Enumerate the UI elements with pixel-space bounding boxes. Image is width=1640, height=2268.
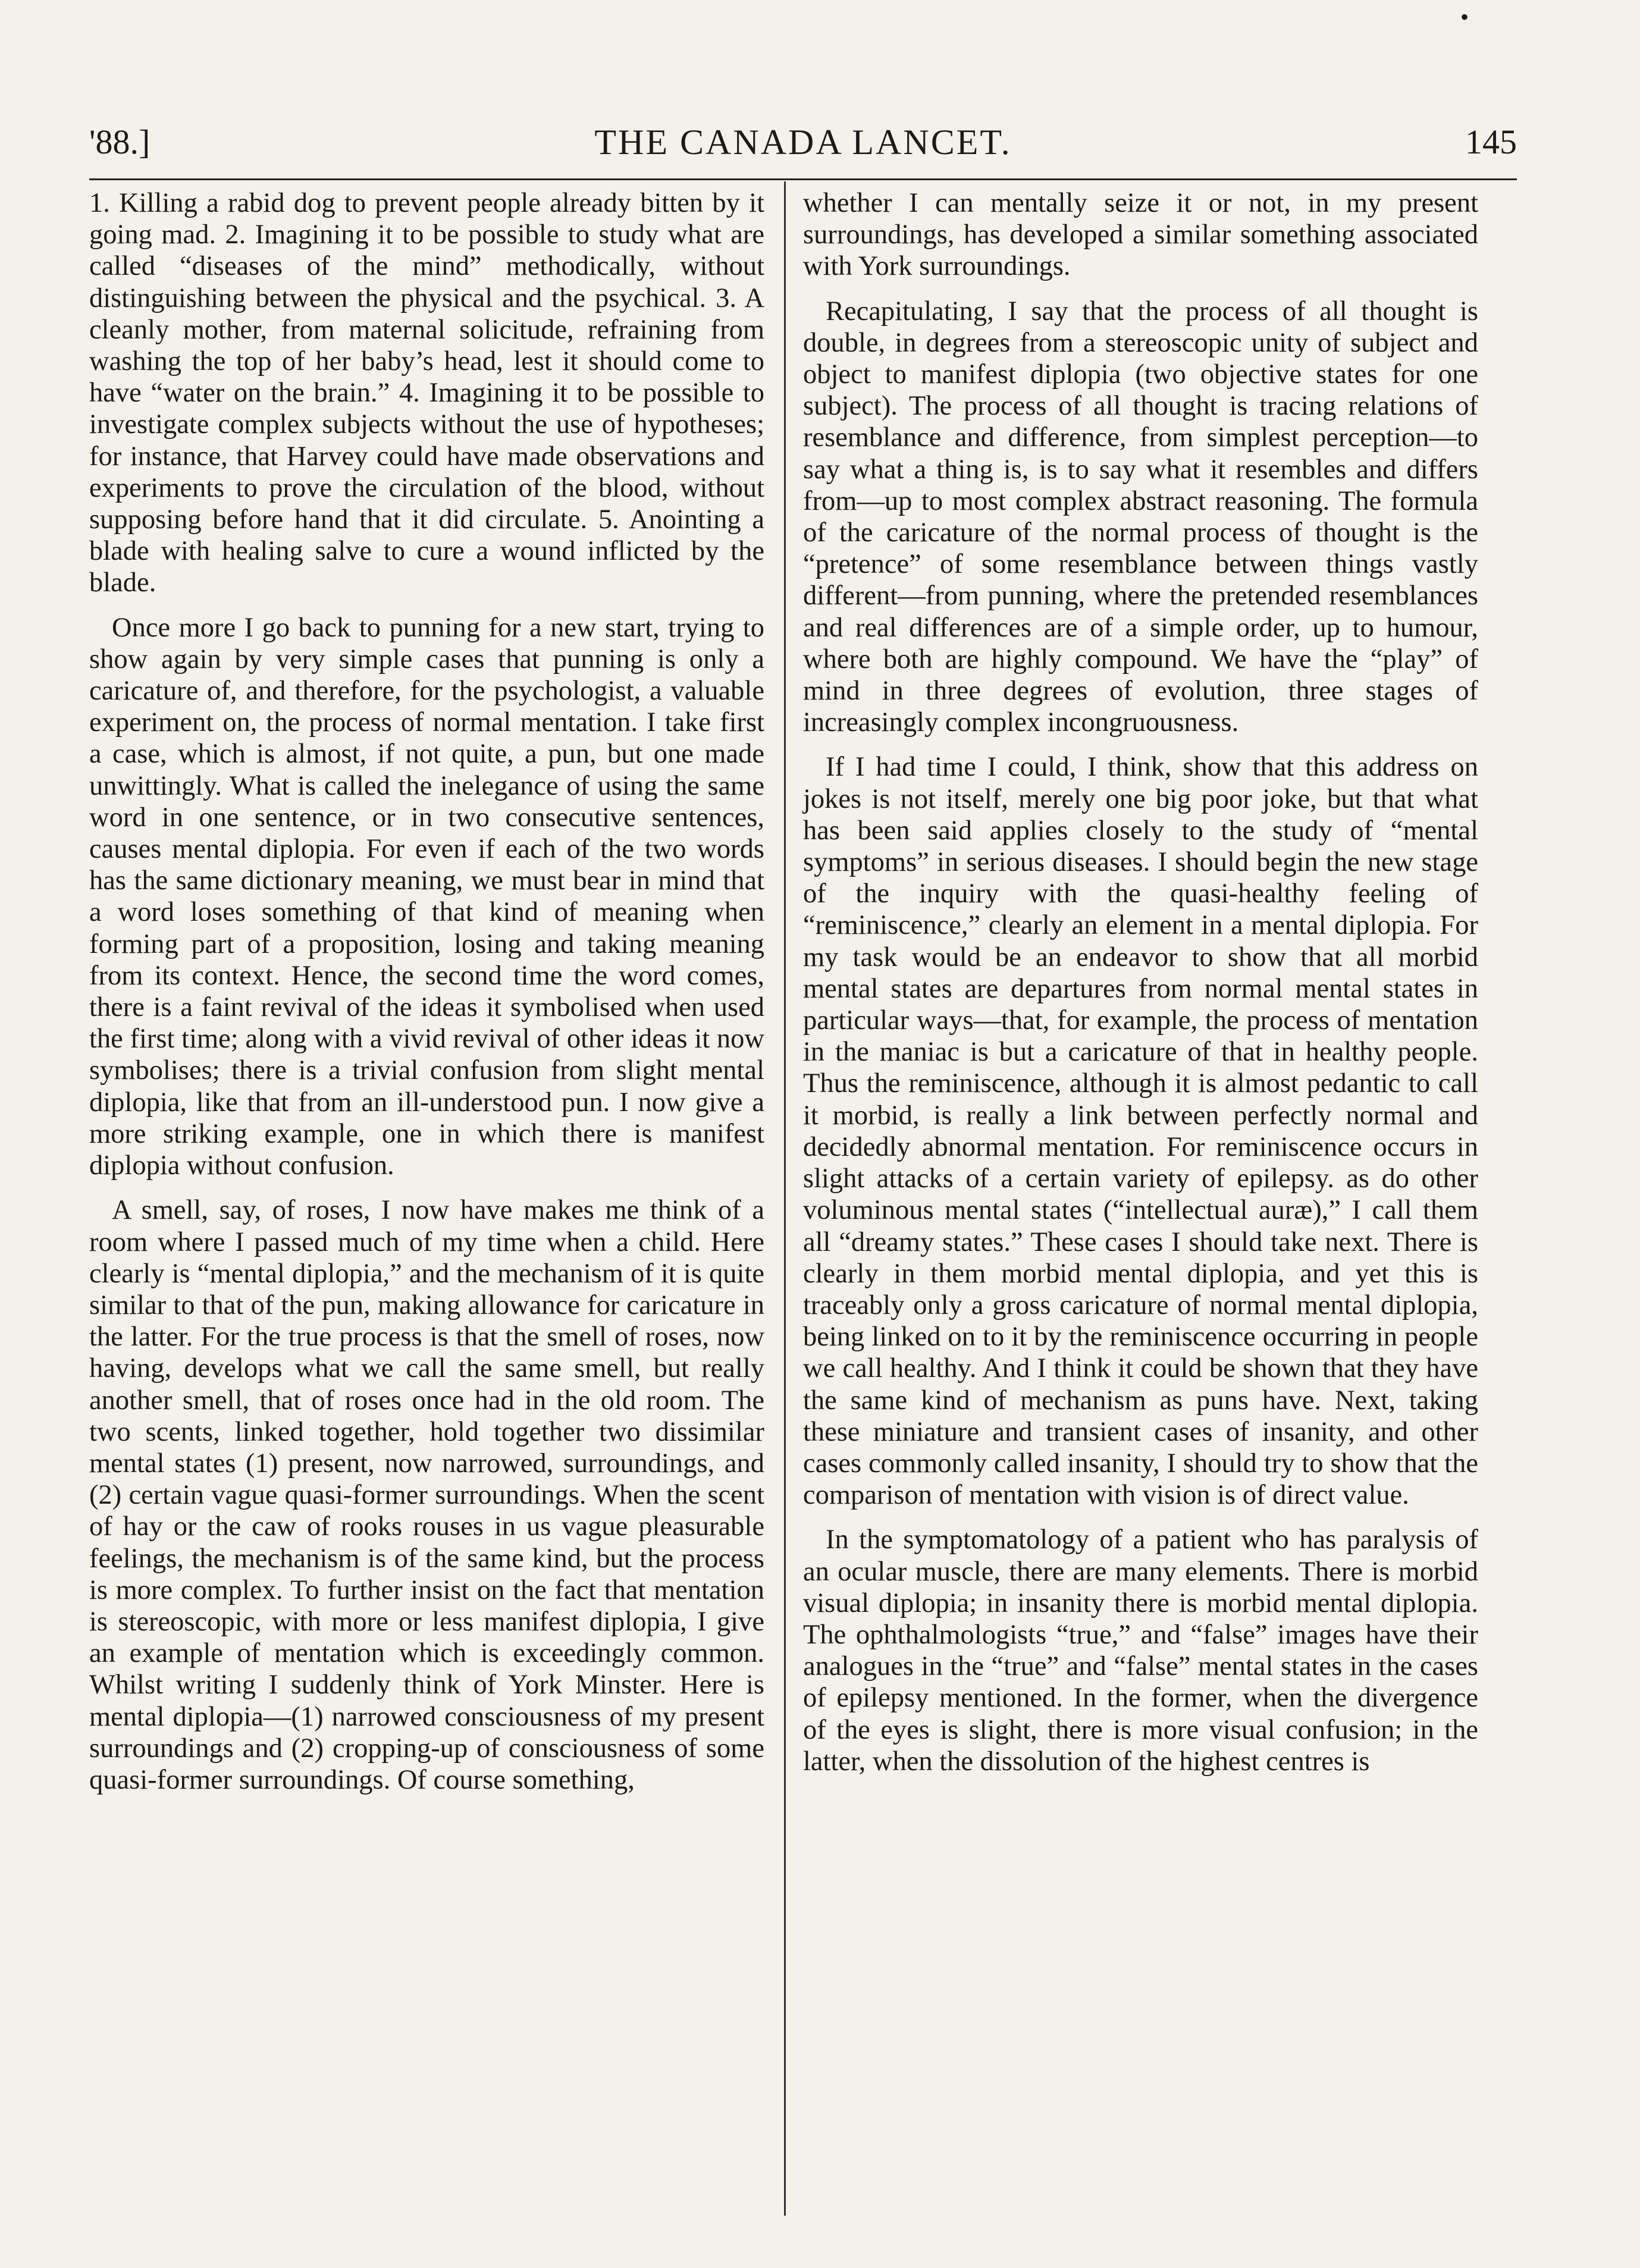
paragraph: whether I can mentally seize it or not, in my present surroundings, has developed a similar something associated with York surroundings.	[803, 188, 1478, 282]
header-rule	[89, 178, 1517, 180]
running-header	[89, 122, 1517, 170]
paragraph: In the symptomatology of a patient who has paralysis of an ocular muscle, there are many elements. There is morbid visual diplopia; in insanity there is morbid mental diplopia. The ophthalmologists “true,” and “false” images have their analogues in the “true” and “false” mental states in the cases of epilepsy mentioned. In the former, when the divergence of the eyes is slight, there is more visual confusion; in the latter, when the dissolution of the highest centres is	[803, 1524, 1478, 1777]
paragraph: Once more I go back to punning for a new start, trying to show again by very simple cases that punning is only a caricature of, and therefore, for the psychologist, a valuable experiment on, the process of normal mentation. I take first a case, which is almost, if not quite, a pun, but one made unwittingly. What is called the inelegance of using the same word in one sentence, or in two consecutive sentences, causes mental diplopia. For even if each of the two words has the same dictionary meaning, we must bear in mind that a word loses something of that kind of meaning when forming part of a proposition, losing and taking meaning from its context. Hence, the second time the word comes, there is a faint revival of the ideas it symbolised when used the first time; along with a vivid revival of other ideas it now symbolises; there is a trivial confusion from slight mental diplopia, like that from an ill-understood pun. I now give a more striking example, one in which there is manifest diplopia without confusion.	[89, 612, 764, 1181]
header-page-number: 145	[1465, 123, 1517, 161]
header-volume-year: '88.]	[89, 123, 150, 161]
column-divider	[784, 181, 786, 2216]
page-mark: •	[1460, 4, 1469, 30]
header-journal-title: THE CANADA LANCET.	[594, 123, 1012, 162]
paragraph: Recapitulating, I say that the process of all thought is double, in degrees from a stereoscopic unity of subject and object to manifest diplopia (two objective states for one subject). The process of all thought is tracing relations of resemblance and difference, from simplest perception—to say what a thing is, is to say what it resembles and differs from—up to most complex abstract reasoning. The formula of the caricature of the normal process of thought is the “pretence” of some resemblance between things vastly different—from punning, where the pretended resemblances and real differences are of a simple order, up to humour, where both are highly compound. We have the “play” of mind in three degrees of evolution, three stages of increasingly complex incongruousness.	[803, 296, 1478, 738]
paragraph: 1. Killing a rabid dog to prevent people already bitten by it going mad. 2. Imagining it to be possible to study what are called “diseases of the mind” methodically, without distinguishing between the physical and the psychical. 3. A cleanly mother, from maternal solicitude, refraining from washing the top of her baby’s head, lest it should come to have “water on the brain.” 4. Imagining it to be possible to investigate complex subjects without the use of hypotheses; for instance, that Harvey could have made observations and experiments to prove the circulation of the blood, without supposing before hand that it did circulate. 5. Anointing a blade with healing salve to cure a wound inflicted by the blade.	[89, 188, 764, 598]
left-column	[89, 187, 764, 1809]
paragraph: A smell, say, of roses, I now have makes me think of a room where I passed much of my time when a child. Here clearly is “mental diplopia,” and the mechanism of it is quite similar to that of the pun, making allowance for caricature in the latter. For the true process is that the smell of roses, now having, develops what we call the same smell, but really another smell, that of roses once had in the old room. The two scents, linked together, hold together two dissimilar mental states (1) present, now narrowed, surroundings, and (2) certain vague quasi-former surroundings. When the scent of hay or the caw of rooks rouses in us vague pleasurable feelings, the mechanism is of the same kind, but the process is more complex. To further insist on the fact that mentation is stereoscopic, with more or less manifest diplopia, I give an example of mentation which is exceedingly common. Whilst writing I suddenly think of York Minster. Here is mental diplopia—(1) narrowed consciousness of my present surroundings and (2) cropping-up of consciousness of some quasi-former surroundings. Of course something,	[89, 1195, 764, 1795]
right-column	[803, 187, 1478, 1790]
paragraph: If I had time I could, I think, show that this address on jokes is not itself, merely one big poor joke, but that what has been said applies closely to the study of “mental symptoms” in serious diseases. I should begin the new stage of the inquiry with the quasi-healthy feeling of “reminiscence,” clearly an element in a mental diplopia. For my task would be an endeavor to show that all morbid mental states are departures from normal mental states in particular ways—that, for example, the process of mentation in the maniac is but a caricature of that in healthy people. Thus the reminiscence, although it is almost pedantic to call it morbid, is really a link between perfectly normal and decidedly abnormal mentation. For reminiscence occurs in slight attacks of a certain variety of epilepsy. as do other voluminous mental states (“intellectual auræ),” I call them all “dreamy states.” These cases I should take next. There is clearly in them morbid mental diplopia, and yet this is traceably only a gross caricature of normal mental diplopia, being linked on to it by the reminiscence occurring in people we call healthy. And I think it could be shown that they have the same kind of mechanism as puns have. Next, taking these miniature and transient cases of insanity, and other cases commonly called insanity, I should try to show that the comparison of mentation with vision is of direct value.	[803, 752, 1478, 1511]
